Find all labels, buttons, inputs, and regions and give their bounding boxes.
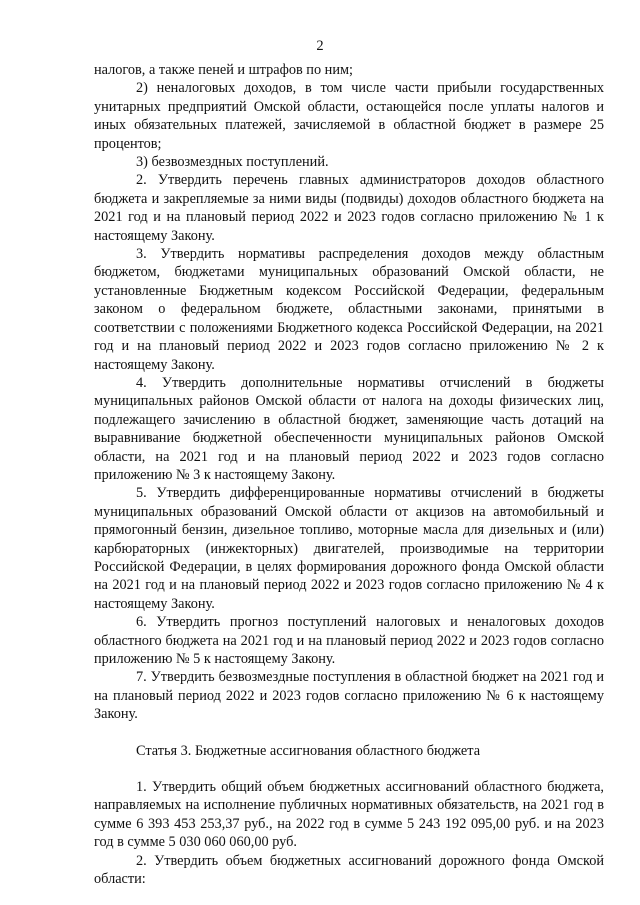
paragraph: 5. Утвердить дифференцированные нормативы отчислений в бюджеты муниципальных образований Омской области от акцизов на автомобильный и прямогонный бензин, дизельное топливо, моторные масла для дизельных и (или) карбюраторных (инжекторных) двигателей, производимые на территории Российской Федерации, в целях формирования дорожного фонда Омской области на 2021 год и на плановый период 2022 и 2023 годов согласно приложению № 4 к настоящему Закону. xyxy=(94,485,604,612)
document-body xyxy=(94,61,604,888)
paragraph: 1. Утвердить общий объем бюджетных ассигнований областного бюджета, направляемых на исполнение публичных нормативных обязательств, на 2021 год в сумме 6 393 453 253,37 руб., на 2022 год в сумме 5 243 192 095,00 руб. и на 2023 год в сумме 5 030 060 060,00 руб. xyxy=(94,779,604,851)
paragraph: 2. Утвердить объем бюджетных ассигнований дорожного фонда Омской области: xyxy=(94,852,604,888)
paragraph: налогов, а также пеней и штрафов по ним; xyxy=(94,62,354,78)
paragraph: 2) неналоговых доходов, в том числе части прибыли государственных унитарных предприятий Омской области, остающейся после уплаты налогов и иных обязательных платежей, зачисляемой в областной бюджет в размере 25 процентов; xyxy=(94,80,604,152)
page-number: 2 xyxy=(316,38,324,54)
paragraph: 7. Утвердить безвозмездные поступления в областной бюджет на 2021 год и на плановый период 2022 и 2023 годов согласно приложению № 6 к настоящему Закону. xyxy=(94,669,604,723)
paragraph: 3) безвозмездных поступлений. xyxy=(136,154,329,171)
paragraph: 4. Утвердить дополнительные нормативы отчислений в бюджеты муниципальных районов Омской области от налога на доходы физических лиц, подлежащего зачислению в областной бюджет, заменяющие часть дотаций на выравнивание бюджетной обеспеченности муниципальных районов Омской области, на 2021 год и на плановый период 2022 и 2023 годов согласно приложению № 3 к настоящему Закону. xyxy=(94,374,604,483)
paragraph: 2. Утвердить перечень главных администраторов доходов областного бюджета и закрепляемые за ними виды (подвиды) доходов областного бюджета на 2021 год и на плановый период 2022 и 2023 годов согласно приложению № 1 к настоящему Закону. xyxy=(94,172,604,244)
paragraph: 3. Утвердить нормативы распределения доходов между областным бюджетом, бюджетами муниципальных образований Омской области, не установленные Бюджетным кодексом Российской Федерации, федеральным законом о федеральном бюджете, областными законами, принятыми в соответствии с положениями Бюджетного кодекса Российской Федерации, на 2021 год и на плановый период 2022 и 2023 годов согласно приложению № 2 к настоящему Закону. xyxy=(94,246,604,373)
paragraphs-after-article xyxy=(94,778,604,888)
article-title: Статья 3. Бюджетные ассигнования областного бюджета xyxy=(136,742,481,759)
paragraphs-before-article xyxy=(94,61,604,724)
paragraph: 6. Утвердить прогноз поступлений налоговых и неналоговых доходов областного бюджета на 2021 год и на плановый период 2022 и 2023 годов согласно приложению № 5 к настоящему Закону. xyxy=(94,614,604,667)
